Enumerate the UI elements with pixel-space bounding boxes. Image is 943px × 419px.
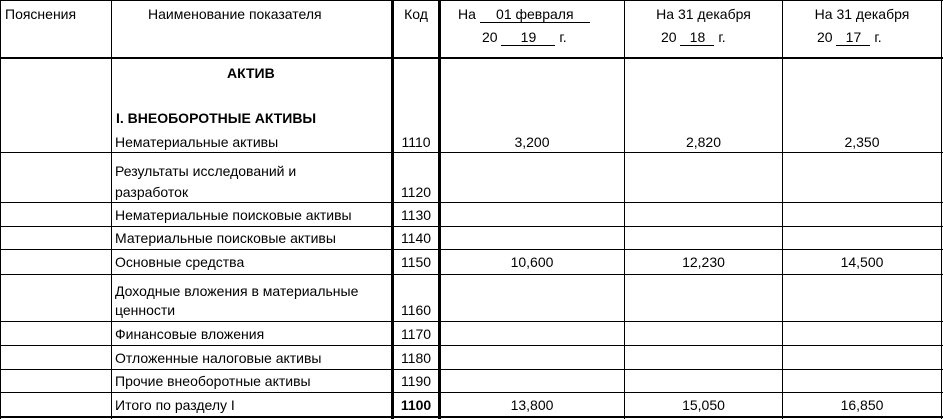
row-separator [0,345,943,346]
row-code: 1170 [400,326,432,342]
row-value-period-1: 3,200 [514,134,550,150]
row-name: Прочие внеоборотные активы [115,373,311,389]
row-name: Финансовые вложения [115,326,265,342]
row-value-period-1: 10,600 [510,254,554,270]
row-name-continued: разработок [115,184,189,200]
header-indicator-name: Наименование показателя [148,6,322,22]
header-period-1-date [458,6,590,23]
total-value-period-2: 15,050 [682,397,725,413]
row-name: Нематериальные активы [115,134,279,150]
header-period-2-year: 20 18 г. [661,29,726,45]
row-separator [0,274,943,275]
total-row-name: Итого по разделу I [115,397,235,413]
row-name: Доходные вложения в материальные [115,283,359,299]
header-period-1-year: 20 19 г. [482,29,567,45]
row-name: Нематериальные поисковые активы [115,207,352,223]
rule-col [624,0,625,419]
row-code: 1110 [401,134,431,150]
total-value-period-3: 16,850 [840,397,884,413]
section-asset-heading: АКТИВ [227,65,275,81]
rule-header-bottom [0,57,943,59]
row-code: 1180 [400,350,432,366]
rule-right [941,0,942,419]
row-separator [0,152,943,153]
rule-col [111,0,112,419]
row-value-period-2: 12,230 [682,254,725,270]
row-code: 1160 [400,302,432,318]
row-separator [0,392,943,393]
row-separator [0,249,943,250]
row-separator [0,321,943,322]
row-code: 1130 [400,207,432,223]
row-value-period-3: 14,500 [840,254,884,270]
rule-top [0,0,943,1]
header-period-1-prefix: На [458,6,476,22]
row-code: 1150 [400,254,432,270]
row-name: Основные средства [115,254,245,270]
rule-code-right [438,0,441,419]
row-separator [0,226,943,227]
header-code: Код [404,6,428,22]
row-value-period-2: 2,820 [685,134,722,150]
header-notes: Пояснения [5,6,77,22]
row-name-continued: ценности [115,302,176,318]
section-noncurrent-heading: I. ВНЕОБОРОТНЫЕ АКТИВЫ [116,110,317,126]
total-value-period-1: 13,800 [510,397,554,413]
rule-left [0,0,1,419]
header-period-2-date: На 31 декабря [656,6,751,22]
row-name: Отложенные налоговые активы [115,350,322,366]
header-period-1-day-month: 01 февраля [480,7,590,23]
row-code: 1190 [400,373,432,389]
row-name: Материальные поисковые активы [115,230,336,246]
row-separator [0,202,943,203]
row-name: Результаты исследований и [115,163,297,179]
row-code: 1140 [400,230,432,246]
row-separator [0,369,943,370]
rule-col [782,0,783,419]
header-period-3-date: На 31 декабря [814,6,910,22]
row-value-period-3: 2,350 [844,134,880,150]
rule-bottom [0,416,943,418]
row-code: 1120 [400,184,432,200]
header-period-3-year: 20 17 г. [817,29,882,45]
total-row-code: 1100 [400,397,432,413]
